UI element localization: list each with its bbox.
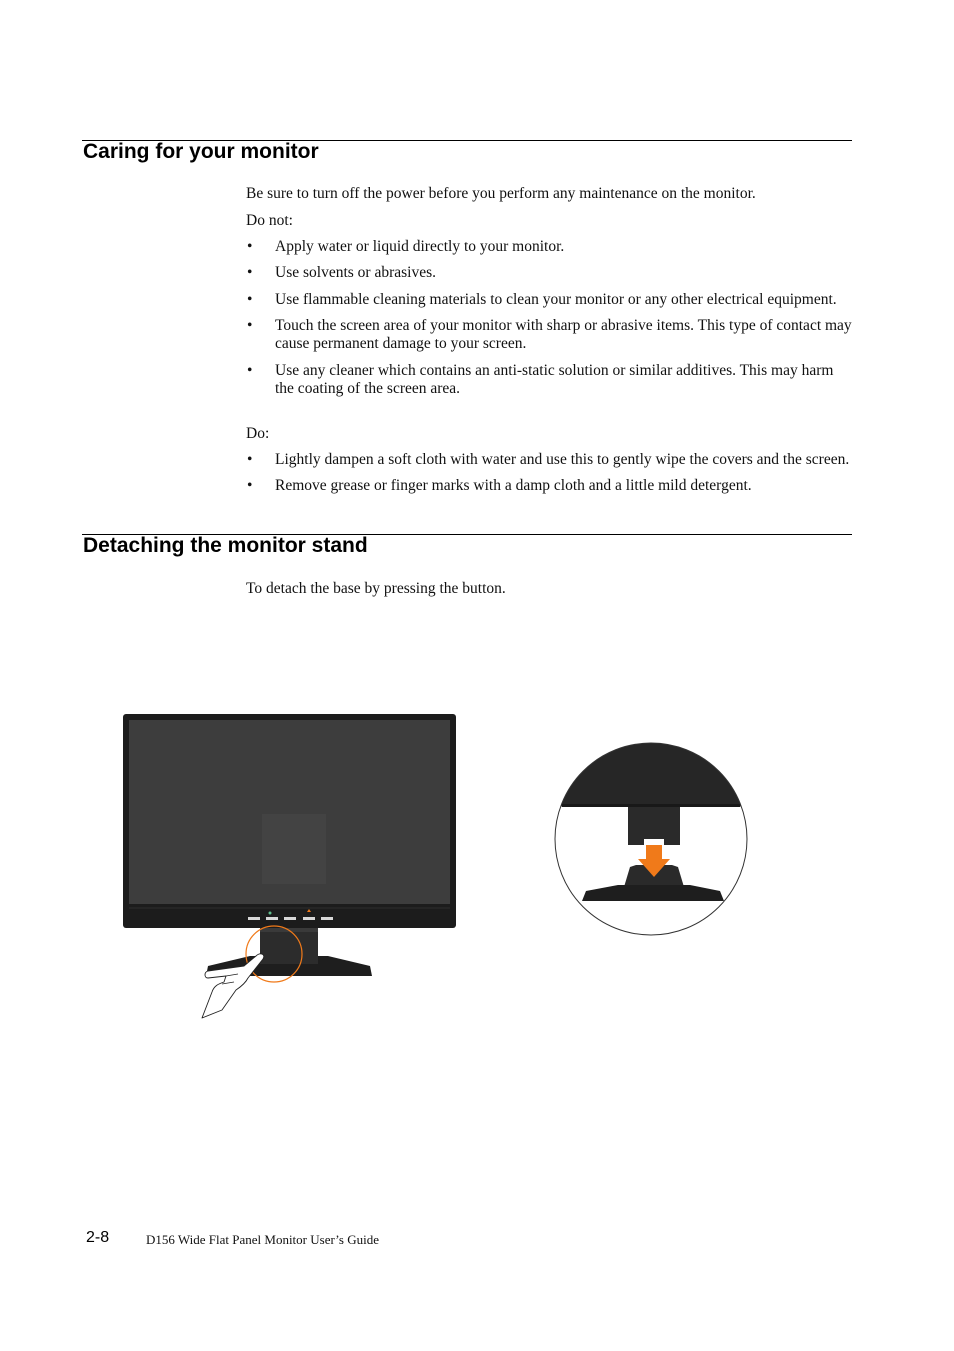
list-item: • Use any cleaner which contains an anti-static solution or similar additives. This may harm the coating of the screen area. xyxy=(247,362,834,397)
list-item: • Remove grease or finger marks with a damp cloth and a little mild detergent. xyxy=(247,477,752,494)
power-led-icon xyxy=(269,912,272,915)
front-button xyxy=(321,917,333,920)
detach-intro: To detach the base by pressing the button. xyxy=(246,580,506,597)
do-label: Do: xyxy=(246,425,270,442)
page-number: 2-8 xyxy=(86,1229,110,1246)
do-not-list xyxy=(246,238,852,398)
list-item: • Touch the screen area of your monitor with sharp or abrasive items. This type of contact may cause permanent damage to your screen. xyxy=(247,317,852,352)
front-button xyxy=(266,917,278,920)
list-item: • Apply water or liquid directly to your monitor. xyxy=(247,238,565,255)
list-item: • Lightly dampen a soft cloth with water and use this to gently wipe the covers and the screen. xyxy=(247,451,850,468)
list-item: • Use solvents or abrasives. xyxy=(247,264,436,281)
monitor-bottom xyxy=(552,741,750,807)
section-heading-detaching: Detaching the monitor stand xyxy=(83,534,368,557)
list-item: • Use flammable cleaning materials to clean your monitor or any other electrical equipment. xyxy=(247,291,837,308)
monitor-front-illustration xyxy=(120,710,460,1022)
document-title: D156 Wide Flat Panel Monitor User’s Guide xyxy=(146,1232,379,1247)
front-button xyxy=(248,917,260,920)
section-heading-caring: Caring for your monitor xyxy=(83,140,319,163)
do-not-label: Do not: xyxy=(246,212,293,229)
front-button xyxy=(303,917,315,920)
do-list xyxy=(246,451,852,495)
front-button xyxy=(284,917,296,920)
caring-intro: Be sure to turn off the power before you perform any maintenance on the monitor. xyxy=(246,185,756,202)
stand-release-closeup xyxy=(552,741,750,939)
